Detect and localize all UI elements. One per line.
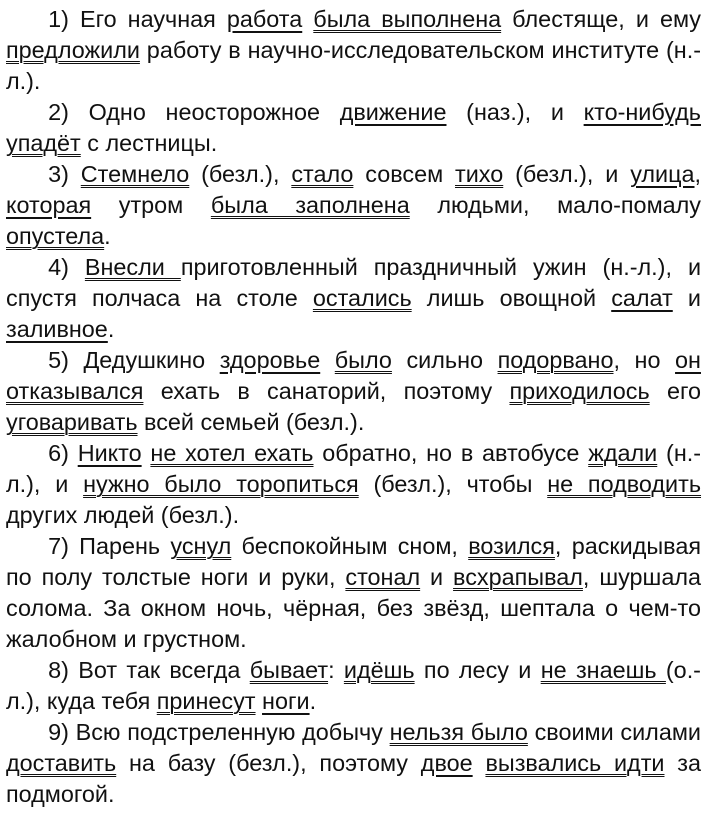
predicate-span: доставить <box>6 750 117 776</box>
text-span: (наз.), и <box>446 99 584 125</box>
text-span: своими силами <box>527 719 701 745</box>
predicate-span: ждали <box>588 440 658 466</box>
text-span: 2) Одно неосторожное <box>48 99 340 125</box>
predicate-span: уснул <box>170 533 232 559</box>
predicate-span: принесут <box>156 688 256 714</box>
subject-span: Никто <box>77 440 142 466</box>
text-span: ехать в санаторий, поэтому <box>143 378 510 404</box>
text-span: всей семьей (безл.). <box>137 409 365 435</box>
text-span: людьми, мало-помалу <box>409 192 702 218</box>
predicate-span: тихо <box>455 161 504 187</box>
predicate-span: всхрапывал <box>453 564 583 590</box>
text-span: (безл.), чтобы <box>358 471 548 497</box>
text-span <box>302 6 313 32</box>
text-span: беспокойным сном, <box>231 533 469 559</box>
subject-span: движение <box>339 99 447 125</box>
sentence-7 <box>6 531 701 655</box>
sentence-5 <box>6 345 701 438</box>
text-span: 7) Парень <box>48 533 171 559</box>
predicate-span: бывает <box>249 657 329 683</box>
text-span: по лесу и <box>414 657 541 683</box>
predicate-span: вызвались идти <box>485 750 665 776</box>
text-span: . <box>107 316 115 342</box>
text-span: других людей (безл.). <box>6 502 240 528</box>
predicate-span: была выполнена <box>313 6 502 32</box>
text-span: 3) <box>48 161 81 187</box>
subject-span: он <box>675 347 701 373</box>
text-span: (о.-л.), куда тебя <box>6 657 701 714</box>
text-span: обратно, но в автобусе <box>313 440 589 466</box>
predicate-span: была заполнена <box>210 192 410 218</box>
sentence-8 <box>6 655 701 717</box>
text-span: и <box>672 285 701 311</box>
text-span: блестяще, и ему <box>501 6 701 32</box>
predicate-span: предложили <box>6 37 140 63</box>
predicate-span: Внесли <box>84 254 181 280</box>
predicate-span: уговаривать <box>6 409 138 435</box>
predicate-span: стало <box>291 161 354 187</box>
text-span: : <box>328 657 344 683</box>
text-span: (безл.), и <box>503 161 631 187</box>
subject-span: двое <box>420 750 473 776</box>
predicate-span: отказывался <box>6 378 144 404</box>
subject-span: заливное <box>6 316 108 342</box>
text-span: 6) <box>48 440 78 466</box>
text-span: , но <box>613 347 676 373</box>
subject-span: салат <box>611 285 673 311</box>
text-span: . <box>104 223 111 249</box>
subject-span: ноги <box>262 688 310 714</box>
subject-span: здоровье <box>219 347 321 373</box>
sentence-9 <box>6 717 701 810</box>
text-span: приготовленный праздничный ужин (н.-л.), и спустя полчаса на столе <box>6 254 702 311</box>
predicate-span: не подводить <box>547 471 702 497</box>
sentence-6 <box>6 438 701 531</box>
text-span: утром <box>91 192 211 218</box>
text-span: совсем <box>353 161 456 187</box>
subject-span: улица <box>630 161 695 187</box>
text-span: за подмогой. <box>6 750 702 807</box>
predicate-span: стонал <box>345 564 421 590</box>
text-span: 9) Всю подстреленную добычу <box>48 719 390 745</box>
text-span: (н.-л.), и <box>6 440 702 497</box>
sentence-4 <box>6 252 701 345</box>
text-span: , шуршала солома. За окном ночь, чёрная, без звёзд, шептала о чем-то жалобном и грустном. <box>6 564 701 652</box>
text-span: , <box>694 161 701 187</box>
subject-span: работа <box>226 6 303 32</box>
text-span: , раскидывая по полу толстые ноги и руки, <box>6 533 702 590</box>
sentence-3 <box>6 159 701 252</box>
sentence-2 <box>6 97 701 159</box>
text-span: (безл.), <box>189 161 292 187</box>
predicate-span: Стемнело <box>80 161 190 187</box>
subject-span: которая <box>6 192 92 218</box>
text-span: . <box>309 688 317 714</box>
predicate-span: упадёт <box>6 130 81 156</box>
text-span: на базу (безл.), поэтому <box>116 750 421 776</box>
text-span: 1) Его научная <box>48 6 227 32</box>
text-span: 5) Дедушкино <box>48 347 220 373</box>
predicate-span: нельзя было <box>389 719 528 745</box>
text-span: 8) Вот так всегда <box>48 657 250 683</box>
predicate-span: подорвано <box>497 347 614 373</box>
text-span: и <box>420 564 454 590</box>
predicate-span: нужно было торопиться <box>83 471 359 497</box>
predicate-span: возился <box>468 533 555 559</box>
text-span: с лестницы. <box>80 130 218 156</box>
text-span: его <box>649 378 701 404</box>
text-span: работу в научно-исследовательском институте (н.-л.). <box>6 37 701 94</box>
predicate-span: приходилось <box>509 378 650 404</box>
text-span <box>320 347 335 373</box>
predicate-span: не хотел ехать <box>150 440 314 466</box>
predicate-span: было <box>334 347 392 373</box>
predicate-span: не знаешь <box>540 657 666 683</box>
subject-span: кто-нибудь <box>583 99 701 125</box>
text-span: 4) <box>48 254 85 280</box>
predicate-span: опустела <box>6 223 105 249</box>
text-span: лишь овощной <box>411 285 612 311</box>
predicate-span: идёшь <box>343 657 415 683</box>
text-span: сильно <box>391 347 498 373</box>
text-span <box>473 750 486 776</box>
predicate-span: остались <box>312 285 412 311</box>
sentence-1 <box>6 4 701 97</box>
